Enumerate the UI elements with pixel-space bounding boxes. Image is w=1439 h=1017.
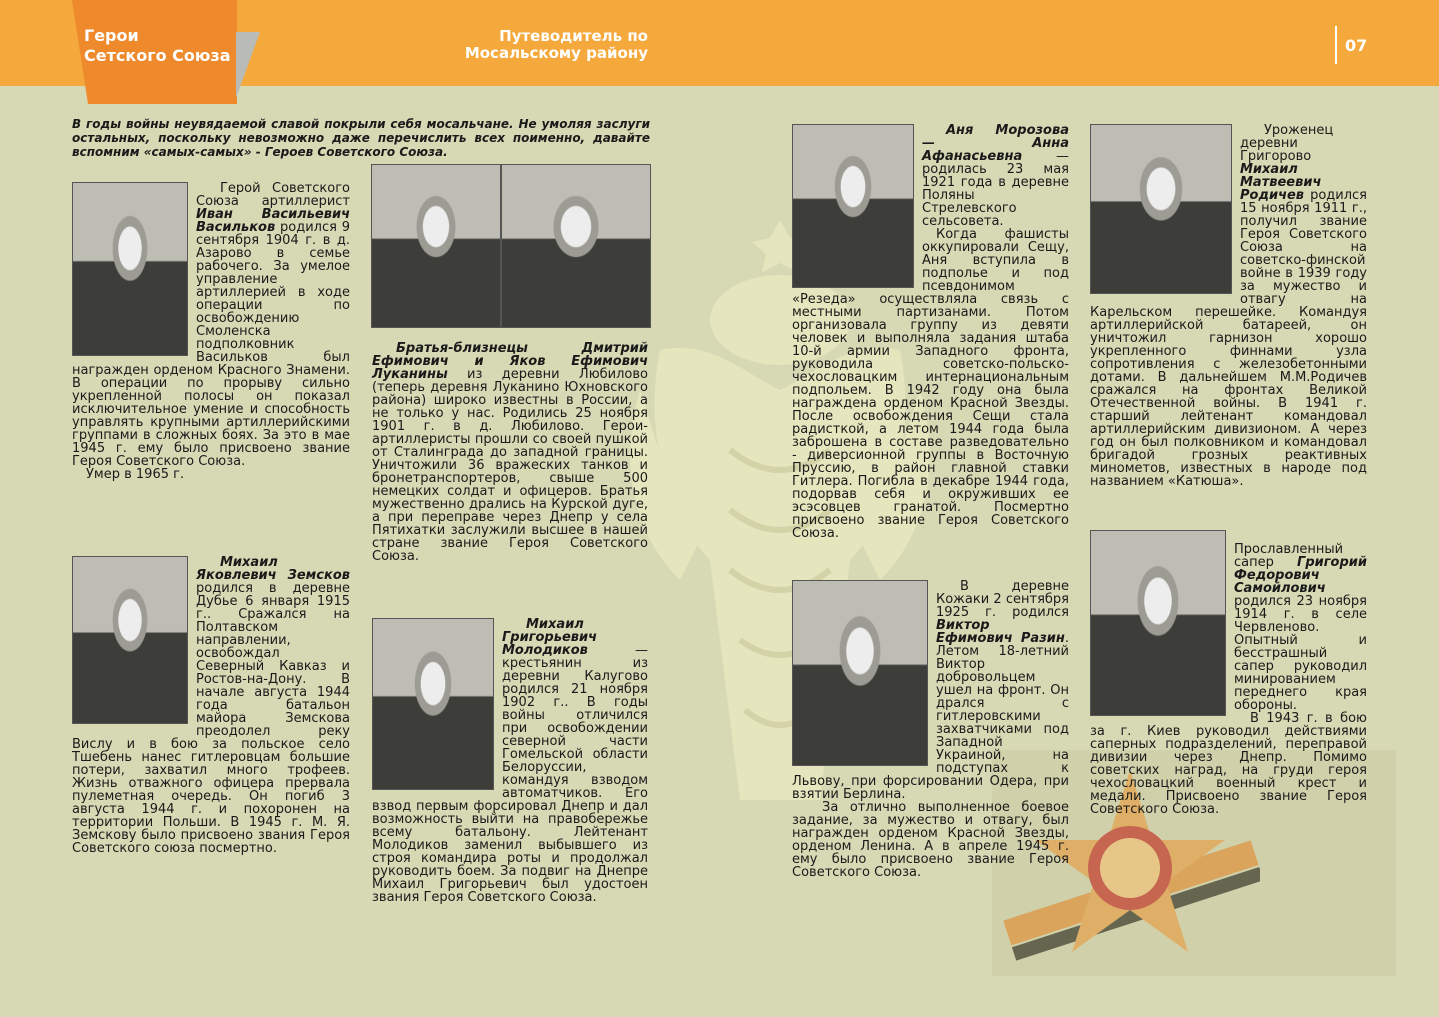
hero-name-molodikov: Михаил Григорьевич Молодиков xyxy=(502,617,598,658)
portrait-lukanin-dmitry xyxy=(371,164,501,328)
bio-rodichev-text: родился 15 ноября 1911 г., получил звание Героя Советского Союза на советско-финской войне в 1939 году за мужество и отвагу на Карельском перешейке. Командуя артиллерийской батареей, он уничтожил гарнизон хорошо укрепленного финнами узла сопротивления с железобетонными дотами. В дальнейшем М.М.Родичев сражался на фронтах Великой Отечественной войны. В 1941 г. старший лейтенант командовал артиллерийским дивизионом. А через год он был полковником и командовал бригадой грозных реактивных минометов, известных в народе под названием «Катюша». xyxy=(1090,188,1367,489)
bio-molodikov xyxy=(372,618,648,904)
portrait-razin xyxy=(792,580,928,766)
bio-razin xyxy=(792,580,1069,879)
bio-razin-text2: За отлично выполненное боевое задание, за мужество и отвагу, был награжден орденом Красной Звезды, орденом Ленина. А в апреле 1945 г. ему было присвоено звание Героя Советского Союза. xyxy=(792,800,1069,880)
bio-razin-intro: В деревне Кожаки 2 сентября 1925 г. родился xyxy=(936,579,1069,620)
portrait-vasilkov xyxy=(72,182,188,356)
guide-title-line2: Мосальскому району xyxy=(464,44,648,62)
bio-vasilkov-intro: Герой Советского Союза артиллерист xyxy=(196,181,350,209)
section-title-line2: Сетского Союза xyxy=(84,46,231,65)
portrait-samoylovich xyxy=(1090,530,1226,716)
bio-vasilkov-text: родился 9 сентября 1904 г. в д. Азарово в семье рабочего. За умелое управление артиллерией в ходе операции по освобождению Смоленска подполковник Васильков был награжден орденом Красного Знамени. В операции по прорыву сильно укрепленной полосы он показал исключительное умение и способность управлять крупными артиллерийскими группами в сложных боях. За это в мае 1945 г. ему было присвоено звание Героя Советского Союза. xyxy=(72,220,350,469)
bio-morozova xyxy=(792,124,1069,540)
hero-name-lukanin: Братья-близнецы Дмитрий Ефимович и Яков Ефимович Луканины xyxy=(372,341,648,382)
intro-text: В годы войны неувядаемой славой покрыли себя мосальчане. Не умоляя заслуги остальных, поскольку невозможно даже перечислить всех поименно, давайте вспомним «самых-самых» - Героев Советского Союза. xyxy=(72,117,650,159)
bio-molodikov-text: — крестьянин из деревни Калугово родился 21 ноября 1902 г.. В годы войны отличился при освобождении северной части Гомельской области Белоруссии, командуя взводом автоматчиков. Его взвод первым форсировал Днепр и дал возможность выйти на правобережье всему батальону. Лейтенант Молодиков заменил выбывшего из строя командира роты и продолжал руководить боем. За подвиг на Днепре Михаил Григорьевич был удостоен звания Героя Советского Союза. xyxy=(372,643,648,905)
hero-name-razin: Виктор Ефимович Разин xyxy=(936,618,1065,646)
guide-title xyxy=(430,28,648,62)
hero-name-rodichev: Михаил Матвеевич Родичев xyxy=(1240,162,1322,203)
page-number: 07 xyxy=(1345,36,1368,55)
hero-name-samoylovich: Григорий Федорович Самойлович xyxy=(1234,555,1367,596)
bio-samoylovich-text: родился 23 ноября 1914 г. в селе Червленово. Опытный и бесстрашный сапер руководил минированием переднего края обороны. xyxy=(1234,594,1367,713)
bio-zemskov-text: родился в деревне Дубье 6 января 1915 г.. Сражался на Полтавском направлении, освобождал Северный Кавказ и Ростов-на-Дону. В начале августа 1944 года батальон майора Земскова преодолел реку Вислу и в бою за польское село Тшебень нанес гитлеровцам большие потери, захватил много трофеев. Жизнь отважного офицера прервала пулеметная очередь. Он погиб 3 августа 1944 г. и похоронен на территории Польши. В 1945 г. М. Я. Земскову было присвоено звания Героя Советского союза посмертно. xyxy=(72,581,350,856)
hero-name-vasilkov: Иван Васильевич Васильков xyxy=(196,207,350,235)
bio-samoylovich-text2: В 1943 г. в бою за г. Киев руководил действиями саперных подразделений, переправой дивизии через Днепр. Помимо советских наград, на груди героя чехословацкий военный крест и медали. Присвоено звание Героя Советского Союза. xyxy=(1090,711,1367,817)
bio-lukanin-text: из деревни Любилово (теперь деревня Луканино Юхновского района) широко известны в России, а не только у нас. Родились 25 ноября 1901 г. в д. Любилово. Герои-артиллеристы прошли со своей пушкой от Сталинграда до западной границы. Уничтожили 36 вражеских танков и бронетранспортеров, свыше 500 немецких солдат и офицеров. Братья мужественно дрались на Курской дуге, а при переправе через Днепр у села Пятихатки заслужили высшее в нашей стране звание Героя Советского Союза. xyxy=(372,367,648,564)
bio-rodichev xyxy=(1090,124,1367,488)
portrait-lukanin-yakov xyxy=(501,164,651,328)
section-title xyxy=(84,26,231,66)
page-divider xyxy=(1335,26,1337,64)
bio-lukanin xyxy=(372,342,648,563)
guide-title-line1: Путеводитель по xyxy=(499,27,648,45)
hero-name-morozova: Аня Морозова — Анна Афанасьевна xyxy=(922,123,1069,164)
bio-zemskov xyxy=(72,556,350,855)
portrait-morozova xyxy=(792,124,914,288)
bio-razin-text: . Летом 18-летний Виктор добровольцем ушел на фронт. Он дрался с гитлеровскими захватчиками под Западной Украиной, на подступах к Львову, при форсировании Одера, при взятии Берлина. xyxy=(792,631,1069,802)
bio-vasilkov xyxy=(72,182,350,481)
bio-vasilkov-death: Умер в 1965 г. xyxy=(86,467,185,482)
bio-samoylovich-intro: Прославленный сапер xyxy=(1234,542,1344,570)
section-title-line1: Герои xyxy=(84,26,139,45)
portrait-zemskov xyxy=(72,556,188,724)
bio-samoylovich xyxy=(1090,530,1367,816)
hero-name-zemskov: Михаил Яковлевич Земсков xyxy=(196,555,350,583)
bio-morozova-text2: Когда фашисты оккупировали Сещу, Аня вступила в подполье и под псевдонимом «Резеда» осуществляла связь с местными партизанами. Потом организовала группу из девяти человек и выполняла задания штаба 10-й армии Западного фронта, руководила советско-польско-чехословацким интернациональным подпольем. В 1942 году она была награждена орденом Красной Звезды. После освобождения Сещи стала радисткой, а летом 1944 года была заброшена в составе разведовательно - диверсионной группы в Восточную Пруссию, в район главной ставки Гитлера. Погибла в декабре 1944 года, подорвав себя и окруживших ее эсэсовцев гранатой. Посмертно присвоено звание Героя Советского Союза. xyxy=(792,227,1069,541)
bio-morozova-text: — родилась 23 мая 1921 года в деревне Поляны Стрелевского сельсовета. xyxy=(922,149,1069,229)
portrait-molodikov xyxy=(372,618,494,790)
bio-rodichev-intro: Уроженец деревни Григорово xyxy=(1240,123,1334,164)
portrait-rodichev xyxy=(1090,124,1232,294)
